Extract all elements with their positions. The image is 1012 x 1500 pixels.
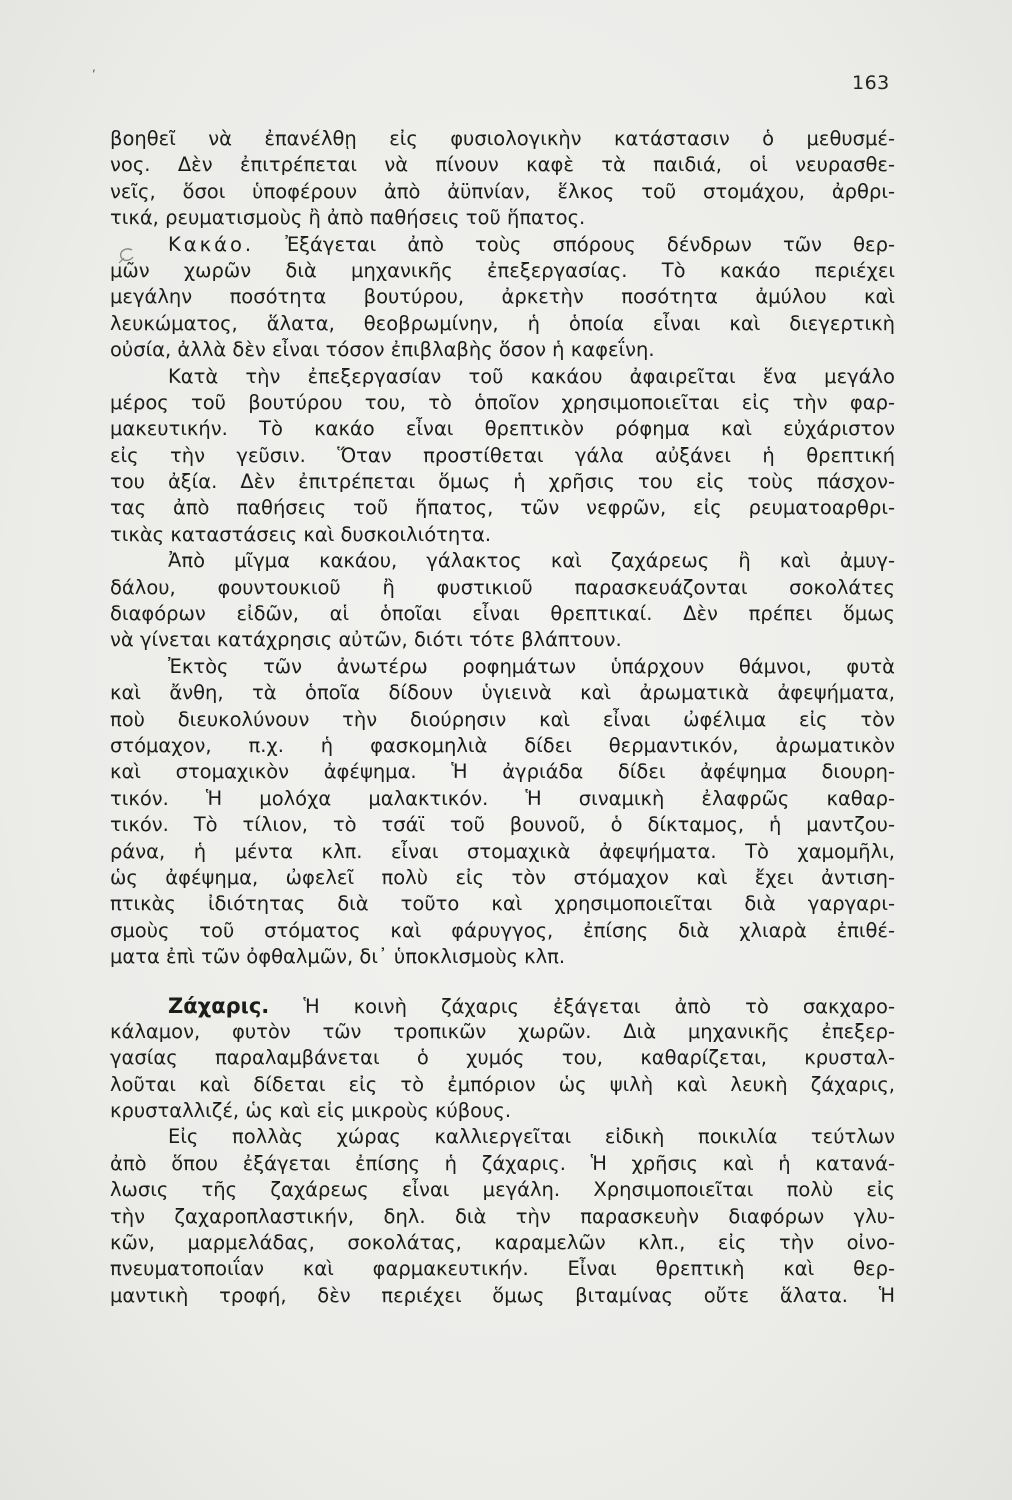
paragraph-processing — [110, 364, 895, 549]
text-line: οὐσία, ἀλλὰ δὲν εἶναι τόσον ἐπιβλαβὴς ὅσον ἡ καφεΐνη. — [110, 338, 655, 362]
text-line: ματα ἐπὶ τῶν ὀφθαλμῶν, δι᾿ ὑποκλισμοὺς κλπ. — [110, 945, 566, 969]
text-line: κῶν, μαρμελάδας, σοκολάτας, καραμελῶν κλπ., εἰς τὴν οἰνο- — [110, 1231, 895, 1255]
text-line: Εἰς πολλὰς χώρας καλλιεργεῖται εἰδικὴ ποικιλία τεύτλων — [168, 1125, 895, 1149]
text-line: Ἀπὸ μῖγμα κακάου, γάλακτος καὶ ζαχάρεως ἢ καὶ ἀμυγ- — [168, 549, 895, 573]
text-line — [110, 232, 895, 258]
text-line: κάλαμον, φυτὸν τῶν τροπικῶν χωρῶν. Διὰ μηχανικῆς ἐπεξερ- — [110, 1019, 895, 1043]
text-line: τας ἀπὸ παθήσεις τοῦ ἥπατος, τῶν νεφρῶν, εἰς ρευματοαρθρι- — [110, 496, 895, 520]
text-line: νεῖς, ὅσοι ὑποφέρουν ἀπὸ ἀϋπνίαν, ἕλκος τοῦ στομάχου, ἀρθρι- — [110, 179, 895, 203]
text-line — [110, 993, 895, 1019]
text-line: δάλου, φουντουκιοῦ ἢ φυστικιοῦ παρασκευάζονται σοκολάτες — [110, 575, 895, 599]
text-line: εἰς τὴν γεῦσιν. Ὅταν προστίθεται γάλα αὐξάνει ἡ θρεπτική — [110, 443, 895, 467]
text-line: τικόν. Τὸ τίλιον, τὸ τσάϊ τοῦ βουνοῦ, ὁ δίκταμος, ἡ μαντζου- — [110, 813, 895, 837]
text-line: μαντικὴ τροφή, δὲν περιέχει ὅμως βιταμίνας οὔτε ἅλατα. Ἡ — [110, 1283, 895, 1307]
section-gap — [110, 971, 895, 993]
margin-scratch: , — [92, 60, 96, 74]
text-line: Ἐκτὸς τῶν ἀνωτέρω ροφημάτων ὑπάρχουν θάμνοι, φυτὰ — [168, 654, 895, 678]
paragraph-coffee-end — [110, 126, 895, 232]
text-span: Ἡ κοινὴ ζάχαρις ἐξάγεται ἀπὸ τὸ σακχαρο- — [303, 994, 895, 1018]
text-line: του ἀξία. Δὲν ἐπιτρέπεται ὅμως ἡ χρῆσις του εἰς τοὺς πάσχον- — [110, 470, 895, 494]
text-line: βοηθεῖ νὰ ἐπανέλθῃ εἰς φυσιολογικὴν κατάστασιν ὁ μεθυσμέ- — [110, 127, 895, 150]
text-line: Κατὰ τὴν ἐπεξεργασίαν τοῦ κακάου ἀφαιρεῖται ἕνα μεγάλο — [168, 364, 895, 388]
text-line: λοῦται καὶ δίδεται εἰς τὸ ἐμπόριον ὡς ψιλὴ καὶ λευκὴ ζάχαρις, — [110, 1072, 895, 1096]
text-span: Ἐξάγεται ἀπὸ τοὺς σπόρους δένδρων τῶν θερ- — [285, 232, 895, 256]
paragraph-herbs — [110, 654, 895, 971]
paragraph-chocolate — [110, 548, 895, 654]
text-line: καὶ στομαχικὸν ἀφέψημα. Ἡ ἀγριάδα δίδει ἀφέψημα διουρη- — [110, 760, 895, 784]
text-line: τικά, ρευματισμοὺς ἢ ἀπὸ παθήσεις τοῦ ἥπατος. — [110, 206, 586, 230]
text-line: διαφόρων εἰδῶν, αἱ ὁποῖαι εἶναι θρεπτικαί. Δὲν πρέπει ὅμως — [110, 602, 895, 626]
text-line: μακευτικήν. Τὸ κακάο εἶναι θρεπτικὸν ρόφημα καὶ εὐχάριστον — [110, 417, 895, 441]
paragraph-cacao — [110, 232, 895, 364]
body-text — [110, 126, 895, 1309]
text-line: λευκώματος, ἅλατα, θεοβρωμίνην, ἡ ὁποία εἶναι καὶ διεγερτικὴ — [110, 311, 895, 335]
text-line: πτικὰς ἰδιότητας διὰ τοῦτο καὶ χρησιμοποιεῖται διὰ γαργαρι- — [110, 892, 895, 916]
text-line: πνευματοποιΐαν καὶ φαρμακευτικήν. Εἶναι θρεπτικὴ καὶ θερ- — [110, 1257, 895, 1281]
text-line: νος. Δὲν ἐπιτρέπεται νὰ πίνουν καφὲ τὰ παιδιά, οἱ νευρασθε- — [110, 153, 895, 177]
paragraph-sugar-beet — [110, 1124, 895, 1309]
text-line: ἀπὸ ὅπου ἐξάγεται ἐπίσης ἡ ζάχαρις. Ἡ χρῆσις καὶ ἡ κατανά- — [110, 1151, 895, 1175]
paragraph-sugar — [110, 993, 895, 1125]
text-line: μῶν χωρῶν διὰ μηχανικῆς ἐπεξεργασίας. Τὸ κακάο περιέχει — [110, 258, 895, 282]
page-number: 163 — [852, 72, 890, 94]
text-line: τὴν ζαχαροπλαστικήν, δηλ. διὰ τὴν παρασκευὴν διαφόρων γλυ- — [110, 1204, 895, 1228]
text-line: ὡς ἀφέψημα, ὠφελεῖ πολὺ εἰς τὸν στόμαχον καὶ ἔχει ἀντιση- — [110, 865, 895, 889]
section-heading-sugar: Ζάχαρις. — [168, 993, 270, 1018]
text-line: καὶ ἄνθη, τὰ ὁποῖα δίδουν ὑγιεινὰ καὶ ἀρωματικὰ ἀφεψήματα, — [110, 681, 895, 705]
text-line: τικόν. Ἡ μολόχα μαλακτικόν. Ἡ σιναμικὴ ἐλαφρῶς καθαρ- — [110, 786, 895, 810]
text-line: λωσις τῆς ζαχάρεως εἶναι μεγάλη. Χρησιμοποιεῖται πολὺ εἰς — [110, 1178, 895, 1202]
text-line: μεγάλην ποσότητα βουτύρου, ἀρκετὴν ποσότητα ἀμύλου καὶ — [110, 285, 895, 309]
text-line: ποὺ διευκολύνουν τὴν διούρησιν καὶ εἶναι ὠφέλιμα εἰς τὸν — [110, 707, 895, 731]
section-heading-cacao: Κακάο. — [168, 232, 255, 256]
text-line: νὰ γίνεται κατάχρησις αὐτῶν, διότι τότε βλάπτουν. — [110, 628, 622, 652]
text-line: γασίας παραλαμβάνεται ὁ χυμός του, καθαρίζεται, κρυσταλ- — [110, 1046, 895, 1070]
text-line: κρυσταλλιζέ, ὡς καὶ εἰς μικροὺς κύβους. — [110, 1099, 512, 1123]
text-line: μέρος τοῦ βουτύρου του, τὸ ὁποῖον χρησιμοποιεῖται εἰς τὴν φαρ- — [110, 390, 895, 414]
text-line: σμοὺς τοῦ στόματος καὶ φάρυγγος, ἐπίσης διὰ χλιαρὰ ἐπιθέ- — [110, 918, 895, 942]
text-line: ράνα, ἡ μέντα κλπ. εἶναι στομαχικὰ ἀφεψήματα. Τὸ χαμομῆλι, — [110, 839, 895, 863]
text-line: τικὰς καταστάσεις καὶ δυσκοιλιότητα. — [110, 522, 492, 546]
text-line: στόμαχον, π.χ. ἡ φασκομηλιὰ δίδει θερμαντικόν, ἀρωματικὸν — [110, 733, 895, 757]
